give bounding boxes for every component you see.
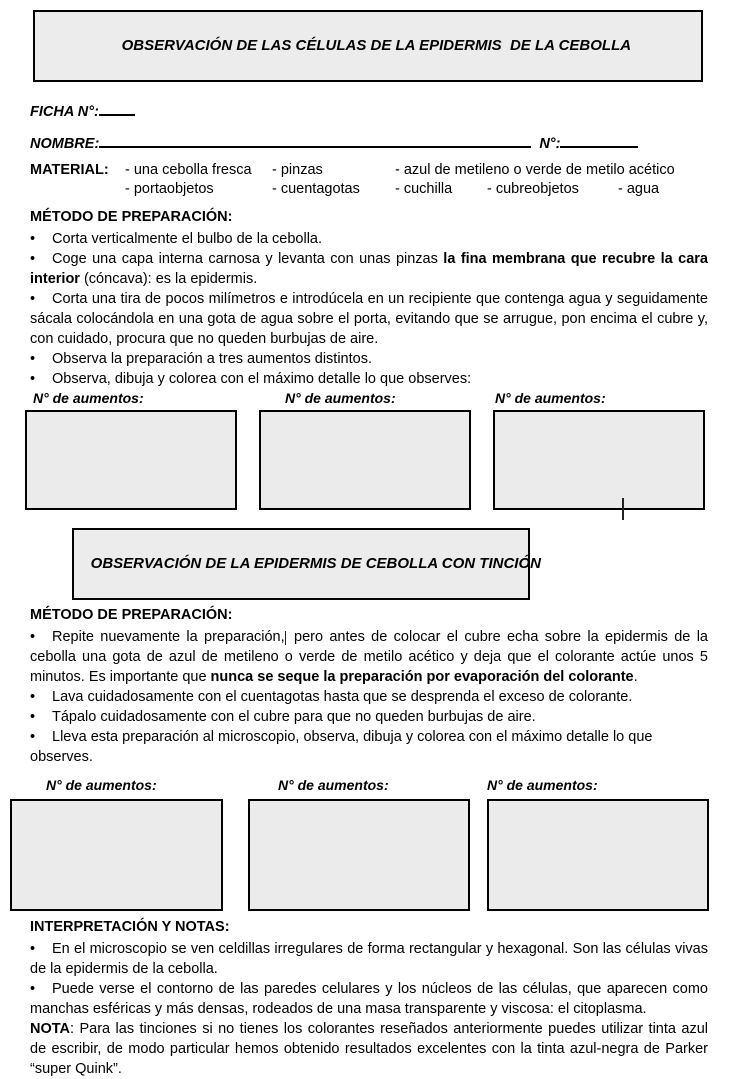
lab-title: OBSERVACIÓN DE LAS CÉLULAS DE LA EPIDERMIS DE LA CEBOLLA	[121, 37, 632, 54]
bullet-icon: •	[30, 251, 36, 267]
bullet-three-magnifications: • Observa la preparación a tres aumentos distintos.	[30, 351, 372, 367]
nombre-label: NOMBRE:	[30, 136, 100, 152]
drawing-box[interactable]	[487, 799, 709, 911]
drawing-box[interactable]	[493, 410, 705, 510]
numero-blank-field[interactable]	[560, 132, 638, 148]
ficha-label: FICHA N°:	[30, 104, 99, 120]
bullet-microscope: • Lleva esta preparación al microscopio, observa, dibuja y colorea con el máximo detalle lo que observes.	[30, 729, 653, 765]
numero-label: N°:	[539, 136, 561, 152]
bullet-icon: •	[30, 729, 36, 745]
bullet-draw-color: • Observa, dibuja y colorea con el máximo detalle lo que observes:	[30, 371, 472, 387]
notes-heading: INTERPRETACIÓN Y NOTAS:	[30, 919, 230, 935]
material-item: - agua	[618, 181, 660, 197]
bullet-icon: •	[30, 351, 36, 367]
method1-heading: MÉTODO DE PREPARACIÓN:	[30, 209, 233, 225]
nombre-blank-field[interactable]	[99, 132, 531, 148]
drawing-box[interactable]	[259, 410, 471, 510]
material-item: - cuentagotas	[272, 181, 360, 197]
bullet-wash: • Lava cuidadosamente con el cuentagotas hasta que se desprenda el exceso de colorante.	[30, 689, 633, 705]
drawing-box[interactable]	[248, 799, 470, 911]
bullet-repeat-stain: • Repite nuevamente la preparación, pero antes de colocar el cubre echa sobre la epidermis de la cebolla una gota de azul de metileno o verde de metilo acético y deja que el colorante actúe unos 5 minutos. Es importante que nunca se seque la preparación por evaporación del colorante.	[30, 629, 708, 685]
bullet-icon: •	[30, 291, 36, 307]
method2-heading: MÉTODO DE PREPARACIÓN:	[30, 607, 233, 623]
nota-paragraph: NOTA: Para las tinciones si no tienes los colorantes reseñados anteriormente puedes utilizar tinta azul de escribir, de modo particular hemos obtenido resultados excelentes con la tinta azul-negra de Parker “super Quink”.	[30, 1021, 708, 1077]
bullet-cut-bulb: • Corta verticalmente el bulbo de la cebolla.	[30, 231, 323, 247]
material-label: MATERIAL:	[30, 162, 109, 178]
magnification-labels-row	[25, 390, 738, 408]
text-cursor-artifact	[285, 631, 286, 645]
bullet-membrane: • Coge una capa interna carnosa y levanta con unas pinzas la fina membrana que recubre la cara interior (cóncava): es la epidermis.	[30, 251, 709, 287]
material-item: - cuchilla	[395, 181, 453, 197]
lab-title-box	[33, 10, 703, 82]
stain-title: OBSERVACIÓN DE LA EPIDERMIS DE CEBOLLA CON TINCIÓN	[90, 555, 541, 572]
ficha-line	[30, 100, 708, 118]
drawing-boxes-row	[10, 799, 738, 911]
material-item: - una cebolla fresca	[125, 162, 252, 178]
text-cursor-artifact	[622, 498, 624, 520]
bullet-icon: •	[30, 941, 36, 957]
material-item: - pinzas	[272, 162, 323, 178]
bullet-icon: •	[30, 371, 36, 387]
bullet-nucleus-cytoplasm: • Puede verse el contorno de las paredes celulares y los núcleos de las células, que aparecen como manchas esféricas y más densas, rodeados de una masa transparente y viscosa: el citoplasma.	[30, 981, 708, 1017]
worksheet-page	[0, 10, 738, 1077]
material-section	[0, 162, 738, 201]
magnification-label: N° de aumentos:	[46, 777, 157, 793]
bullet-cells-shape: • En el microscopio se ven celdillas irregulares de forma rectangular y hexagonal. Son las células vivas de la epidermis de la cebolla.	[30, 941, 708, 977]
magnification-label: N° de aumentos:	[33, 390, 144, 406]
material-item: - cubreobjetos	[487, 181, 579, 197]
bullet-icon: •	[30, 629, 36, 645]
drawing-box[interactable]	[25, 410, 237, 510]
bullet-icon: •	[30, 231, 36, 247]
material-item: - portaobjetos	[125, 181, 214, 197]
bullet-cover: • Tápalo cuidadosamente con el cubre para que no queden burbujas de aire.	[30, 709, 536, 725]
ficha-blank-field[interactable]	[99, 100, 135, 116]
drawing-boxes-row	[25, 410, 738, 510]
magnification-label: N° de aumentos:	[278, 777, 389, 793]
magnification-label: N° de aumentos:	[487, 777, 598, 793]
drawing-box[interactable]	[10, 799, 223, 911]
bullet-icon: •	[30, 689, 36, 705]
stain-title-box	[72, 528, 541, 600]
bullet-icon: •	[30, 709, 36, 725]
magnification-label: N° de aumentos:	[495, 390, 606, 406]
material-item: - azul de metileno o verde de metilo acético	[395, 162, 675, 178]
nombre-line	[30, 132, 708, 150]
magnification-labels-row	[10, 777, 738, 795]
bullet-strip-water: • Corta una tira de pocos milímetros e introdúcela en un recipiente que contenga agua y seguidamente sácala colocándola en una gota de agua sobre el porta, evitando que se arrugue, pon encima el cubre y, con cuidado, procura que no queden burbujas de aire.	[30, 291, 708, 347]
bullet-icon: •	[30, 981, 36, 997]
magnification-label: N° de aumentos:	[285, 390, 396, 406]
